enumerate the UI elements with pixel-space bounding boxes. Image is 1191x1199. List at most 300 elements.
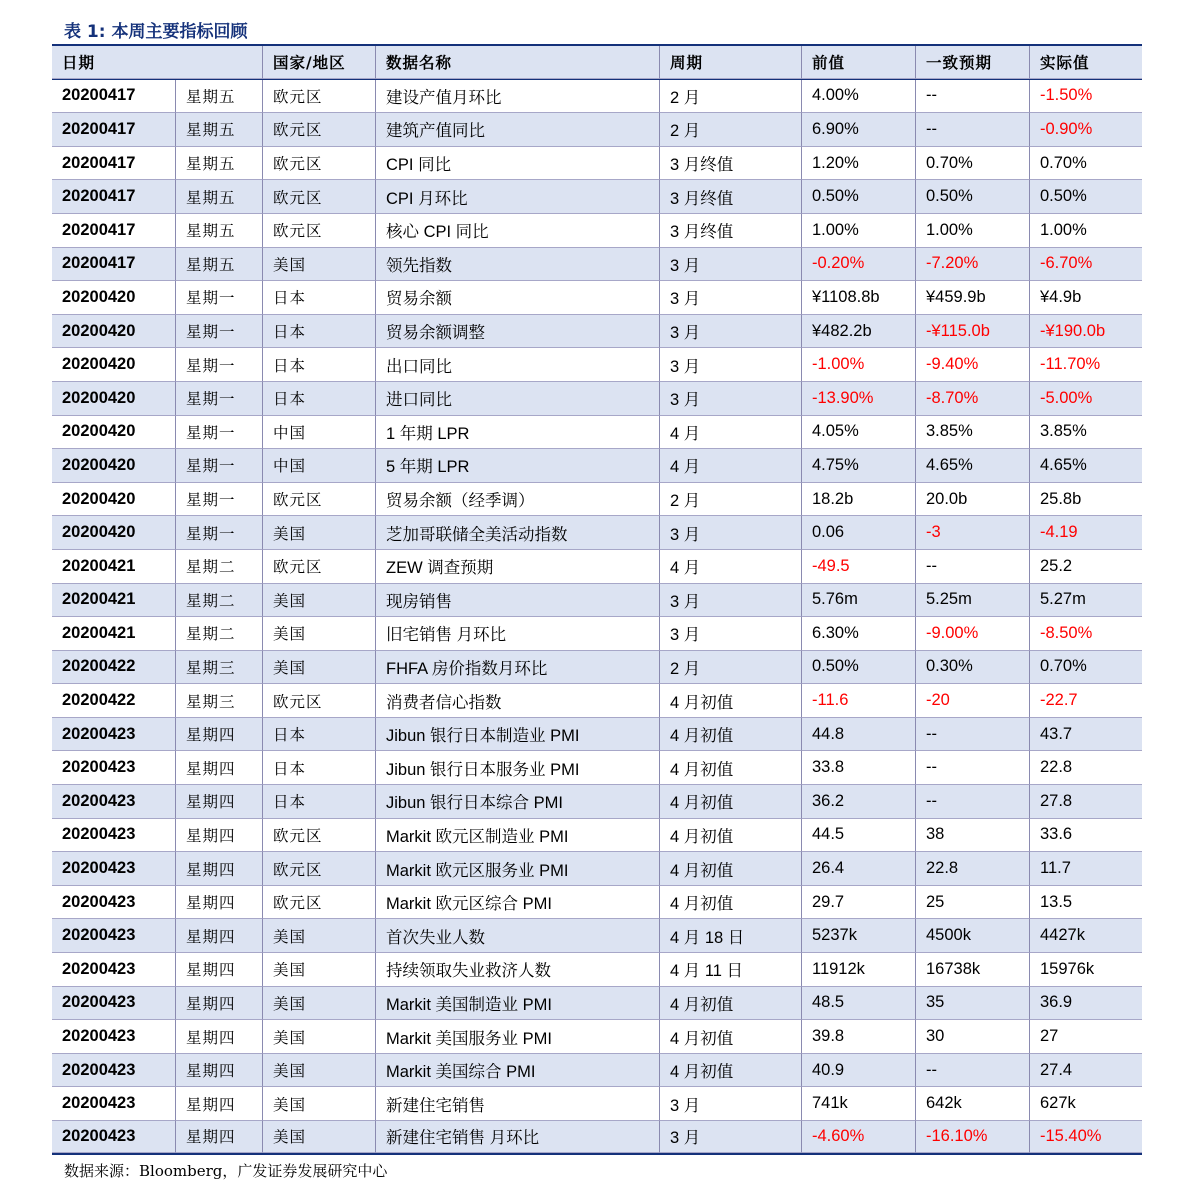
- indicator-name-cell: 首次失业人数: [375, 919, 659, 953]
- header-period: 周期: [659, 46, 801, 79]
- consensus-value-cell: 16738k: [915, 953, 1029, 987]
- indicator-name-cell: 1 年期 LPR: [375, 416, 659, 450]
- indicator-name-cell: Markit 欧元区制造业 PMI: [375, 819, 659, 853]
- table-row: [52, 348, 1142, 382]
- date-cell: 20200417: [52, 214, 175, 248]
- weekday-cell: 星期五: [175, 113, 262, 147]
- date-cell: 20200420: [52, 483, 175, 517]
- weekday-cell: 星期一: [175, 315, 262, 349]
- period-cell: 3 月: [659, 1087, 801, 1121]
- actual-value-cell: -4.19: [1029, 516, 1142, 550]
- date-cell: 20200423: [52, 886, 175, 920]
- period-cell: 4 月初值: [659, 785, 801, 819]
- table-row: [52, 1121, 1142, 1155]
- previous-value-cell: -4.60%: [801, 1121, 915, 1153]
- header-name: 数据名称: [375, 46, 659, 79]
- indicator-name-cell: 旧宅销售 月环比: [375, 617, 659, 651]
- consensus-value-cell: 20.0b: [915, 483, 1029, 517]
- actual-value-cell: 25.8b: [1029, 483, 1142, 517]
- region-cell: 中国: [262, 449, 375, 483]
- date-cell: 20200420: [52, 281, 175, 315]
- indicator-name-cell: 贸易余额调整: [375, 315, 659, 349]
- table-row: [52, 248, 1142, 282]
- weekday-cell: 星期一: [175, 449, 262, 483]
- weekday-cell: 星期三: [175, 684, 262, 718]
- region-cell: 日本: [262, 718, 375, 752]
- date-cell: 20200423: [52, 785, 175, 819]
- indicator-name-cell: Jibun 银行日本综合 PMI: [375, 785, 659, 819]
- date-cell: 20200420: [52, 382, 175, 416]
- region-cell: 美国: [262, 1054, 375, 1088]
- indicator-name-cell: 建设产值月环比: [375, 80, 659, 114]
- period-cell: 3 月: [659, 382, 801, 416]
- previous-value-cell: 4.05%: [801, 416, 915, 450]
- period-cell: 3 月终值: [659, 147, 801, 181]
- period-cell: 4 月初值: [659, 684, 801, 718]
- weekday-cell: 星期四: [175, 1087, 262, 1121]
- period-cell: 4 月: [659, 449, 801, 483]
- weekday-cell: 星期一: [175, 348, 262, 382]
- actual-value-cell: 36.9: [1029, 987, 1142, 1021]
- table-row: [52, 516, 1142, 550]
- indicator-name-cell: CPI 同比: [375, 147, 659, 181]
- region-cell: 日本: [262, 751, 375, 785]
- consensus-value-cell: -9.00%: [915, 617, 1029, 651]
- consensus-value-cell: 0.50%: [915, 180, 1029, 214]
- previous-value-cell: 5237k: [801, 919, 915, 953]
- date-cell: 20200423: [52, 819, 175, 853]
- source-note: 数据来源：Bloomberg，广发证券发展研究中心: [64, 1161, 388, 1180]
- period-cell: 4 月: [659, 550, 801, 584]
- table-title: 表 1: 本周主要指标回顾: [64, 21, 248, 42]
- weekday-cell: 星期四: [175, 1020, 262, 1054]
- actual-value-cell: 0.70%: [1029, 147, 1142, 181]
- weekday-cell: 星期四: [175, 1121, 262, 1153]
- date-cell: 20200423: [52, 1054, 175, 1088]
- table-body: [52, 80, 1142, 1155]
- table-row: [52, 819, 1142, 853]
- date-cell: 20200422: [52, 651, 175, 685]
- table-row: [52, 953, 1142, 987]
- table-row: [52, 987, 1142, 1021]
- period-cell: 2 月: [659, 651, 801, 685]
- region-cell: 中国: [262, 416, 375, 450]
- header-date: 日期: [52, 46, 262, 79]
- actual-value-cell: 22.8: [1029, 751, 1142, 785]
- actual-value-cell: 43.7: [1029, 718, 1142, 752]
- region-cell: 欧元区: [262, 819, 375, 853]
- weekday-cell: 星期五: [175, 214, 262, 248]
- period-cell: 3 月: [659, 348, 801, 382]
- actual-value-cell: 15976k: [1029, 953, 1142, 987]
- table-row: [52, 449, 1142, 483]
- period-cell: 2 月: [659, 80, 801, 114]
- weekday-cell: 星期五: [175, 147, 262, 181]
- consensus-value-cell: 35: [915, 987, 1029, 1021]
- actual-value-cell: -22.7: [1029, 684, 1142, 718]
- date-cell: 20200421: [52, 617, 175, 651]
- previous-value-cell: 11912k: [801, 953, 915, 987]
- table-row: [52, 147, 1142, 181]
- date-cell: 20200417: [52, 180, 175, 214]
- actual-value-cell: -5.00%: [1029, 382, 1142, 416]
- date-cell: 20200421: [52, 584, 175, 618]
- region-cell: 欧元区: [262, 113, 375, 147]
- previous-value-cell: 33.8: [801, 751, 915, 785]
- consensus-value-cell: 22.8: [915, 852, 1029, 886]
- actual-value-cell: 627k: [1029, 1087, 1142, 1121]
- date-cell: 20200423: [52, 718, 175, 752]
- table-row: [52, 1087, 1142, 1121]
- period-cell: 4 月初值: [659, 1020, 801, 1054]
- table-row: [52, 416, 1142, 450]
- date-cell: 20200423: [52, 953, 175, 987]
- period-cell: 2 月: [659, 113, 801, 147]
- region-cell: 美国: [262, 248, 375, 282]
- date-cell: 20200420: [52, 315, 175, 349]
- region-cell: 日本: [262, 348, 375, 382]
- weekday-cell: 星期一: [175, 281, 262, 315]
- table-row: [52, 852, 1142, 886]
- consensus-value-cell: 4.65%: [915, 449, 1029, 483]
- region-cell: 欧元区: [262, 684, 375, 718]
- previous-value-cell: 39.8: [801, 1020, 915, 1054]
- actual-value-cell: 5.27m: [1029, 584, 1142, 618]
- table-row: [52, 584, 1142, 618]
- previous-value-cell: 6.30%: [801, 617, 915, 651]
- weekday-cell: 星期二: [175, 617, 262, 651]
- consensus-value-cell: -8.70%: [915, 382, 1029, 416]
- consensus-value-cell: --: [915, 785, 1029, 819]
- indicator-name-cell: 芝加哥联储全美活动指数: [375, 516, 659, 550]
- period-cell: 4 月初值: [659, 987, 801, 1021]
- actual-value-cell: ¥4.9b: [1029, 281, 1142, 315]
- date-cell: 20200422: [52, 684, 175, 718]
- previous-value-cell: -49.5: [801, 550, 915, 584]
- table-row: [52, 281, 1142, 315]
- date-cell: 20200420: [52, 449, 175, 483]
- period-cell: 3 月: [659, 281, 801, 315]
- consensus-value-cell: --: [915, 80, 1029, 114]
- table-header-row: [52, 46, 1142, 80]
- consensus-value-cell: -7.20%: [915, 248, 1029, 282]
- date-cell: 20200417: [52, 80, 175, 114]
- previous-value-cell: 1.20%: [801, 147, 915, 181]
- region-cell: 美国: [262, 953, 375, 987]
- consensus-value-cell: --: [915, 751, 1029, 785]
- date-cell: 20200417: [52, 147, 175, 181]
- period-cell: 4 月初值: [659, 819, 801, 853]
- date-cell: 20200423: [52, 1121, 175, 1153]
- actual-value-cell: 27.4: [1029, 1054, 1142, 1088]
- table-row: [52, 214, 1142, 248]
- table-row: [52, 617, 1142, 651]
- table-row: [52, 919, 1142, 953]
- actual-value-cell: -15.40%: [1029, 1121, 1142, 1153]
- indicator-name-cell: 核心 CPI 同比: [375, 214, 659, 248]
- actual-value-cell: 13.5: [1029, 886, 1142, 920]
- previous-value-cell: 44.5: [801, 819, 915, 853]
- header-actual: 实际值: [1029, 46, 1142, 79]
- weekday-cell: 星期四: [175, 785, 262, 819]
- table-row: [52, 1020, 1142, 1054]
- region-cell: 欧元区: [262, 886, 375, 920]
- consensus-value-cell: --: [915, 1054, 1029, 1088]
- actual-value-cell: 25.2: [1029, 550, 1142, 584]
- date-cell: 20200420: [52, 348, 175, 382]
- weekday-cell: 星期四: [175, 886, 262, 920]
- region-cell: 美国: [262, 617, 375, 651]
- weekday-cell: 星期五: [175, 80, 262, 114]
- date-cell: 20200423: [52, 852, 175, 886]
- region-cell: 美国: [262, 919, 375, 953]
- period-cell: 4 月 18 日: [659, 919, 801, 953]
- previous-value-cell: 0.50%: [801, 180, 915, 214]
- table-row: [52, 382, 1142, 416]
- actual-value-cell: 4427k: [1029, 919, 1142, 953]
- previous-value-cell: 4.00%: [801, 80, 915, 114]
- consensus-value-cell: --: [915, 550, 1029, 584]
- actual-value-cell: 4.65%: [1029, 449, 1142, 483]
- indicator-name-cell: 5 年期 LPR: [375, 449, 659, 483]
- weekday-cell: 星期二: [175, 550, 262, 584]
- actual-value-cell: -6.70%: [1029, 248, 1142, 282]
- table-row: [52, 684, 1142, 718]
- header-region: 国家/地区: [262, 46, 375, 79]
- previous-value-cell: ¥482.2b: [801, 315, 915, 349]
- region-cell: 美国: [262, 1121, 375, 1153]
- consensus-value-cell: 4500k: [915, 919, 1029, 953]
- table-row: [52, 718, 1142, 752]
- previous-value-cell: 5.76m: [801, 584, 915, 618]
- period-cell: 3 月: [659, 584, 801, 618]
- actual-value-cell: 11.7: [1029, 852, 1142, 886]
- period-cell: 4 月: [659, 416, 801, 450]
- indicator-name-cell: Markit 美国制造业 PMI: [375, 987, 659, 1021]
- consensus-value-cell: 1.00%: [915, 214, 1029, 248]
- region-cell: 欧元区: [262, 483, 375, 517]
- weekday-cell: 星期一: [175, 516, 262, 550]
- previous-value-cell: 44.8: [801, 718, 915, 752]
- previous-value-cell: 40.9: [801, 1054, 915, 1088]
- period-cell: 3 月终值: [659, 214, 801, 248]
- date-cell: 20200423: [52, 919, 175, 953]
- previous-value-cell: 4.75%: [801, 449, 915, 483]
- indicator-name-cell: 新建住宅销售: [375, 1087, 659, 1121]
- region-cell: 欧元区: [262, 180, 375, 214]
- period-cell: 3 月: [659, 516, 801, 550]
- indicator-table: [52, 44, 1142, 1155]
- table-row: [52, 1054, 1142, 1088]
- region-cell: 日本: [262, 785, 375, 819]
- weekday-cell: 星期二: [175, 584, 262, 618]
- period-cell: 3 月: [659, 315, 801, 349]
- previous-value-cell: 36.2: [801, 785, 915, 819]
- region-cell: 美国: [262, 987, 375, 1021]
- region-cell: 日本: [262, 315, 375, 349]
- date-cell: 20200423: [52, 1020, 175, 1054]
- period-cell: 3 月: [659, 1121, 801, 1153]
- actual-value-cell: 0.70%: [1029, 651, 1142, 685]
- consensus-value-cell: 30: [915, 1020, 1029, 1054]
- region-cell: 欧元区: [262, 147, 375, 181]
- indicator-name-cell: 进口同比: [375, 382, 659, 416]
- period-cell: 4 月初值: [659, 751, 801, 785]
- previous-value-cell: 18.2b: [801, 483, 915, 517]
- period-cell: 4 月初值: [659, 886, 801, 920]
- indicator-name-cell: 现房销售: [375, 584, 659, 618]
- actual-value-cell: -1.50%: [1029, 80, 1142, 114]
- consensus-value-cell: -9.40%: [915, 348, 1029, 382]
- period-cell: 3 月终值: [659, 180, 801, 214]
- previous-value-cell: 1.00%: [801, 214, 915, 248]
- weekday-cell: 星期一: [175, 483, 262, 517]
- consensus-value-cell: 25: [915, 886, 1029, 920]
- actual-value-cell: -0.90%: [1029, 113, 1142, 147]
- consensus-value-cell: 642k: [915, 1087, 1029, 1121]
- previous-value-cell: -13.90%: [801, 382, 915, 416]
- date-cell: 20200417: [52, 113, 175, 147]
- weekday-cell: 星期四: [175, 987, 262, 1021]
- actual-value-cell: 1.00%: [1029, 214, 1142, 248]
- region-cell: 欧元区: [262, 550, 375, 584]
- actual-value-cell: 27: [1029, 1020, 1142, 1054]
- period-cell: 4 月初值: [659, 852, 801, 886]
- previous-value-cell: ¥1108.8b: [801, 281, 915, 315]
- actual-value-cell: 0.50%: [1029, 180, 1142, 214]
- region-cell: 日本: [262, 382, 375, 416]
- region-cell: 美国: [262, 1020, 375, 1054]
- consensus-value-cell: --: [915, 113, 1029, 147]
- date-cell: 20200420: [52, 416, 175, 450]
- date-cell: 20200420: [52, 516, 175, 550]
- indicator-name-cell: 贸易余额: [375, 281, 659, 315]
- previous-value-cell: -1.00%: [801, 348, 915, 382]
- table-row: [52, 80, 1142, 114]
- consensus-value-cell: -3: [915, 516, 1029, 550]
- weekday-cell: 星期四: [175, 718, 262, 752]
- indicator-name-cell: Markit 欧元区服务业 PMI: [375, 852, 659, 886]
- date-cell: 20200421: [52, 550, 175, 584]
- previous-value-cell: 0.50%: [801, 651, 915, 685]
- region-cell: 欧元区: [262, 80, 375, 114]
- region-cell: 美国: [262, 516, 375, 550]
- consensus-value-cell: 0.30%: [915, 651, 1029, 685]
- period-cell: 4 月初值: [659, 718, 801, 752]
- indicator-name-cell: Jibun 银行日本服务业 PMI: [375, 751, 659, 785]
- previous-value-cell: 0.06: [801, 516, 915, 550]
- indicator-name-cell: CPI 月环比: [375, 180, 659, 214]
- region-cell: 美国: [262, 1087, 375, 1121]
- weekday-cell: 星期四: [175, 919, 262, 953]
- consensus-value-cell: 38: [915, 819, 1029, 853]
- period-cell: 4 月初值: [659, 1054, 801, 1088]
- indicator-name-cell: 消费者信心指数: [375, 684, 659, 718]
- weekday-cell: 星期一: [175, 382, 262, 416]
- table-row: [52, 550, 1142, 584]
- indicator-name-cell: 贸易余额（经季调）: [375, 483, 659, 517]
- weekday-cell: 星期四: [175, 1054, 262, 1088]
- previous-value-cell: 741k: [801, 1087, 915, 1121]
- indicator-name-cell: ZEW 调查预期: [375, 550, 659, 584]
- indicator-name-cell: Markit 美国综合 PMI: [375, 1054, 659, 1088]
- indicator-name-cell: 领先指数: [375, 248, 659, 282]
- consensus-value-cell: -16.10%: [915, 1121, 1029, 1153]
- actual-value-cell: 27.8: [1029, 785, 1142, 819]
- table-row: [52, 785, 1142, 819]
- date-cell: 20200423: [52, 1087, 175, 1121]
- consensus-value-cell: 5.25m: [915, 584, 1029, 618]
- indicator-name-cell: Jibun 银行日本制造业 PMI: [375, 718, 659, 752]
- previous-value-cell: -0.20%: [801, 248, 915, 282]
- table-row: [52, 886, 1142, 920]
- table-row: [52, 180, 1142, 214]
- header-previous: 前值: [801, 46, 915, 79]
- indicator-name-cell: Markit 欧元区综合 PMI: [375, 886, 659, 920]
- date-cell: 20200423: [52, 987, 175, 1021]
- consensus-value-cell: 3.85%: [915, 416, 1029, 450]
- actual-value-cell: -¥190.0b: [1029, 315, 1142, 349]
- previous-value-cell: 29.7: [801, 886, 915, 920]
- consensus-value-cell: -¥115.0b: [915, 315, 1029, 349]
- previous-value-cell: 26.4: [801, 852, 915, 886]
- weekday-cell: 星期四: [175, 852, 262, 886]
- weekday-cell: 星期五: [175, 248, 262, 282]
- actual-value-cell: 3.85%: [1029, 416, 1142, 450]
- weekday-cell: 星期四: [175, 819, 262, 853]
- period-cell: 3 月: [659, 617, 801, 651]
- consensus-value-cell: --: [915, 718, 1029, 752]
- consensus-value-cell: ¥459.9b: [915, 281, 1029, 315]
- weekday-cell: 星期五: [175, 180, 262, 214]
- region-cell: 日本: [262, 281, 375, 315]
- indicator-name-cell: 建筑产值同比: [375, 113, 659, 147]
- date-cell: 20200417: [52, 248, 175, 282]
- region-cell: 美国: [262, 584, 375, 618]
- table-row: [52, 315, 1142, 349]
- previous-value-cell: -11.6: [801, 684, 915, 718]
- date-cell: 20200423: [52, 751, 175, 785]
- weekday-cell: 星期四: [175, 953, 262, 987]
- weekday-cell: 星期三: [175, 651, 262, 685]
- previous-value-cell: 6.90%: [801, 113, 915, 147]
- indicator-name-cell: FHFA 房价指数月环比: [375, 651, 659, 685]
- indicator-name-cell: 持续领取失业救济人数: [375, 953, 659, 987]
- period-cell: 3 月: [659, 248, 801, 282]
- indicator-name-cell: Markit 美国服务业 PMI: [375, 1020, 659, 1054]
- region-cell: 欧元区: [262, 852, 375, 886]
- table-row: [52, 651, 1142, 685]
- weekday-cell: 星期四: [175, 751, 262, 785]
- actual-value-cell: -11.70%: [1029, 348, 1142, 382]
- period-cell: 2 月: [659, 483, 801, 517]
- region-cell: 欧元区: [262, 214, 375, 248]
- region-cell: 美国: [262, 651, 375, 685]
- weekday-cell: 星期一: [175, 416, 262, 450]
- header-consensus: 一致预期: [915, 46, 1029, 79]
- indicator-name-cell: 新建住宅销售 月环比: [375, 1121, 659, 1153]
- previous-value-cell: 48.5: [801, 987, 915, 1021]
- table-row: [52, 113, 1142, 147]
- period-cell: 4 月 11 日: [659, 953, 801, 987]
- actual-value-cell: -8.50%: [1029, 617, 1142, 651]
- consensus-value-cell: 0.70%: [915, 147, 1029, 181]
- table-row: [52, 751, 1142, 785]
- table-row: [52, 483, 1142, 517]
- indicator-name-cell: 出口同比: [375, 348, 659, 382]
- consensus-value-cell: -20: [915, 684, 1029, 718]
- actual-value-cell: 33.6: [1029, 819, 1142, 853]
